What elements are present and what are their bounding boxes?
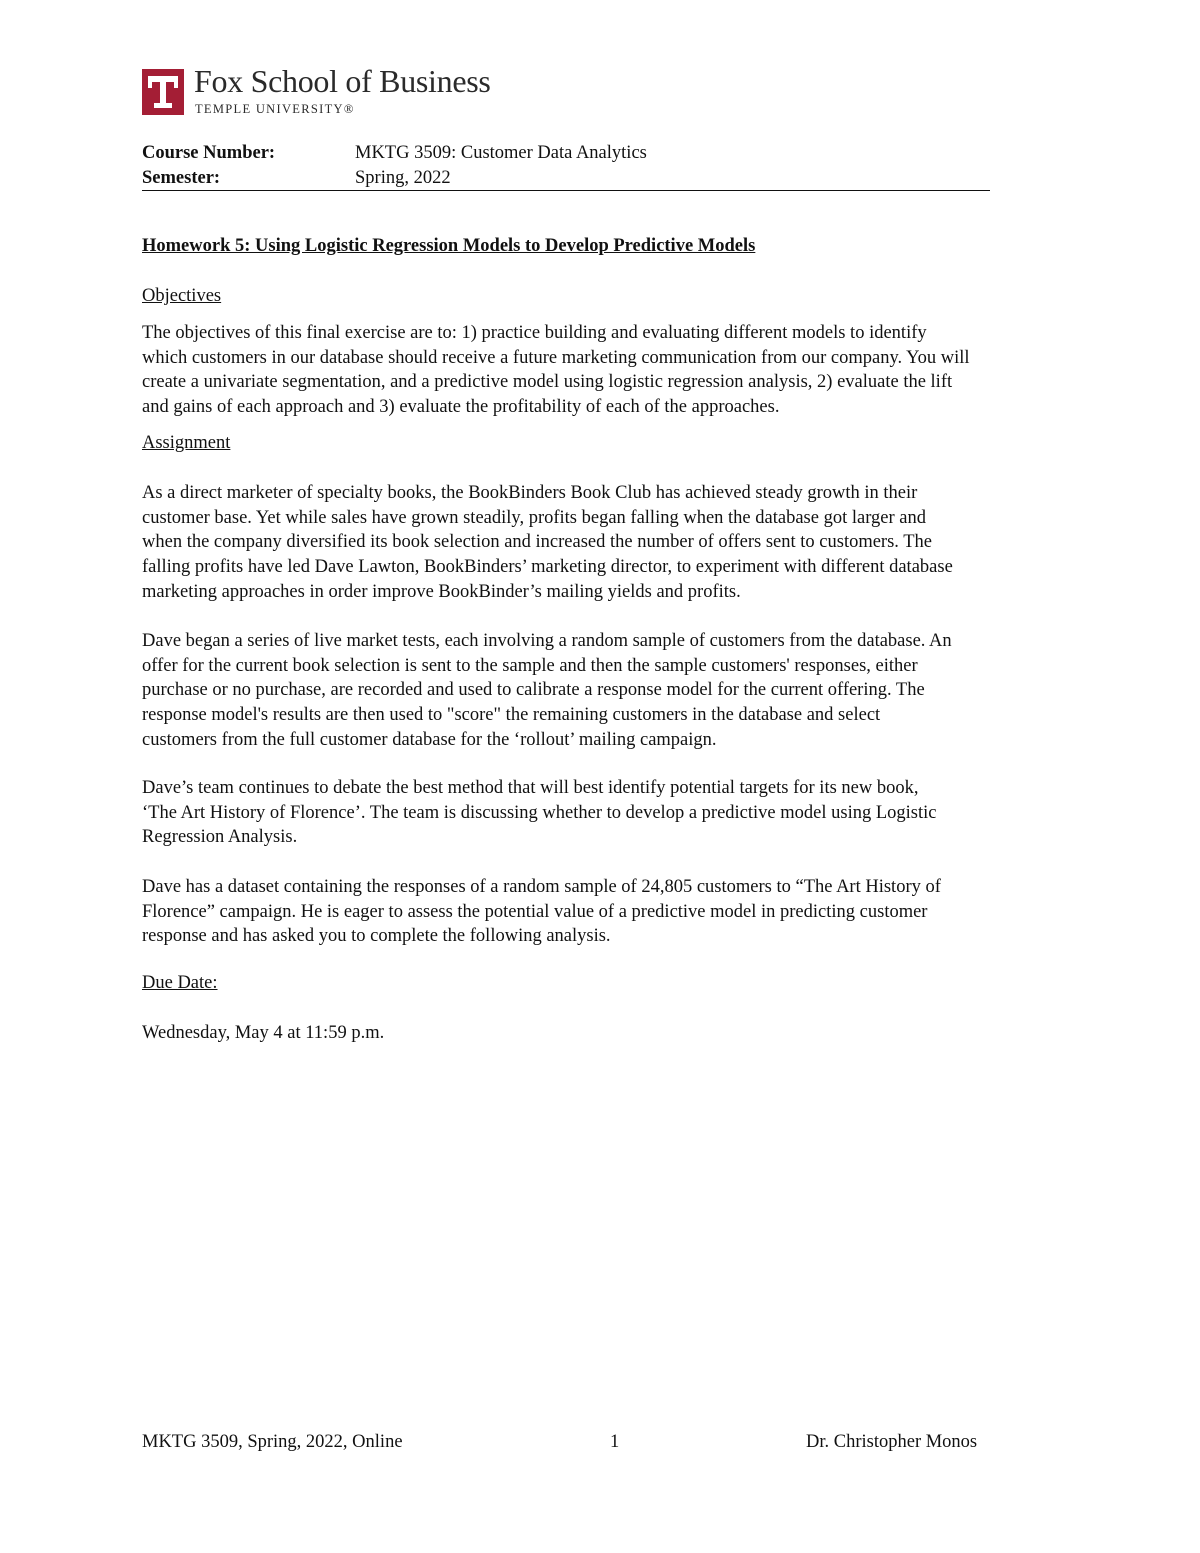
objectives-line: create a univariate segmentation, and a predictive model using logistic regression analysis, 2) evaluate the lift — [142, 372, 953, 393]
assignment-heading: Assignment — [142, 433, 231, 453]
homework-title: Homework 5: Using Logistic Regression Models to Develop Predictive Models — [142, 236, 756, 256]
assignment-paragraph-2 — [142, 629, 1092, 753]
objectives-heading: Objectives — [142, 286, 222, 306]
due-date-text: Wednesday, May 4 at 11:59 p.m. — [142, 1023, 385, 1043]
paragraph-line: response model's results are then used to "score" the remaining customers in the database and select — [142, 705, 881, 726]
paragraph-line: As a direct marketer of specialty books, the BookBinders Book Club has achieved steady growth in their — [142, 483, 918, 503]
objectives-line: The objectives of this final exercise are to: 1) practice building and evaluating different models to identify — [142, 323, 927, 343]
footer-page-number: 1 — [610, 1432, 620, 1452]
paragraph-line: ‘The Art History of Florence’. The team is discussing whether to develop a predictive model using Logistic — [142, 802, 937, 823]
paragraph-line: falling profits have led Dave Lawton, BookBinders’ marketing director, to experiment with different database — [142, 557, 953, 578]
semester-row — [142, 168, 990, 191]
semester-value: Spring, 2022 — [355, 168, 451, 188]
semester-label: Semester: — [142, 168, 221, 188]
footer-instructor: Dr. Christopher Monos — [806, 1432, 978, 1452]
paragraph-line: purchase or no purchase, are recorded and used to calibrate a response model for the current offering. The — [142, 680, 925, 701]
university-name: TEMPLE UNIVERSITY® — [195, 102, 355, 116]
paragraph-line: Florence” campaign. He is eager to assess the potential value of a predictive model in predicting customer — [142, 901, 928, 922]
school-name: Fox School of Business — [194, 63, 491, 99]
temple-t-logo-icon — [142, 69, 184, 115]
paragraph-line: Dave began a series of live market tests, each involving a random sample of customers from the database. An — [142, 631, 952, 651]
due-date-heading: Due Date: — [142, 973, 218, 993]
paragraph-line: customers from the full customer database for the ‘rollout’ mailing campaign. — [142, 729, 717, 750]
objectives-line: and gains of each approach and 3) evaluate the profitability of each of the approaches. — [142, 397, 780, 418]
paragraph-line: Dave’s team continues to debate the best method that will best identify potential targets for its new book, — [142, 778, 919, 798]
paragraph-line: response and has asked you to complete the following analysis. — [142, 926, 611, 947]
assignment-paragraph-1 — [142, 481, 1092, 605]
paragraph-line: customer base. Yet while sales have grown steadily, profits began falling when the database got larger and — [142, 507, 926, 528]
course-number-label: Course Number: — [142, 143, 276, 163]
course-number-value: MKTG 3509: Customer Data Analytics — [355, 143, 647, 163]
objectives-paragraph — [142, 321, 1092, 420]
assignment-paragraph-4 — [142, 875, 1092, 949]
assignment-paragraph-3 — [142, 776, 1092, 850]
paragraph-line: offer for the current book selection is sent to the sample and then the sample customers' responses, either — [142, 655, 918, 676]
paragraph-line: Regression Analysis. — [142, 827, 298, 848]
paragraph-line: marketing approaches in order improve BookBinder’s mailing yields and profits. — [142, 581, 741, 602]
paragraph-line: when the company diversified its book selection and increased the number of offers sent to customers. The — [142, 532, 932, 553]
objectives-line: which customers in our database should receive a future marketing communication from our company. You will — [142, 347, 970, 368]
paragraph-line: Dave has a dataset containing the responses of a random sample of 24,805 customers to “The Art History of — [142, 877, 941, 897]
footer-course: MKTG 3509, Spring, 2022, Online — [142, 1432, 403, 1452]
due-date-value — [142, 1021, 1092, 1046]
